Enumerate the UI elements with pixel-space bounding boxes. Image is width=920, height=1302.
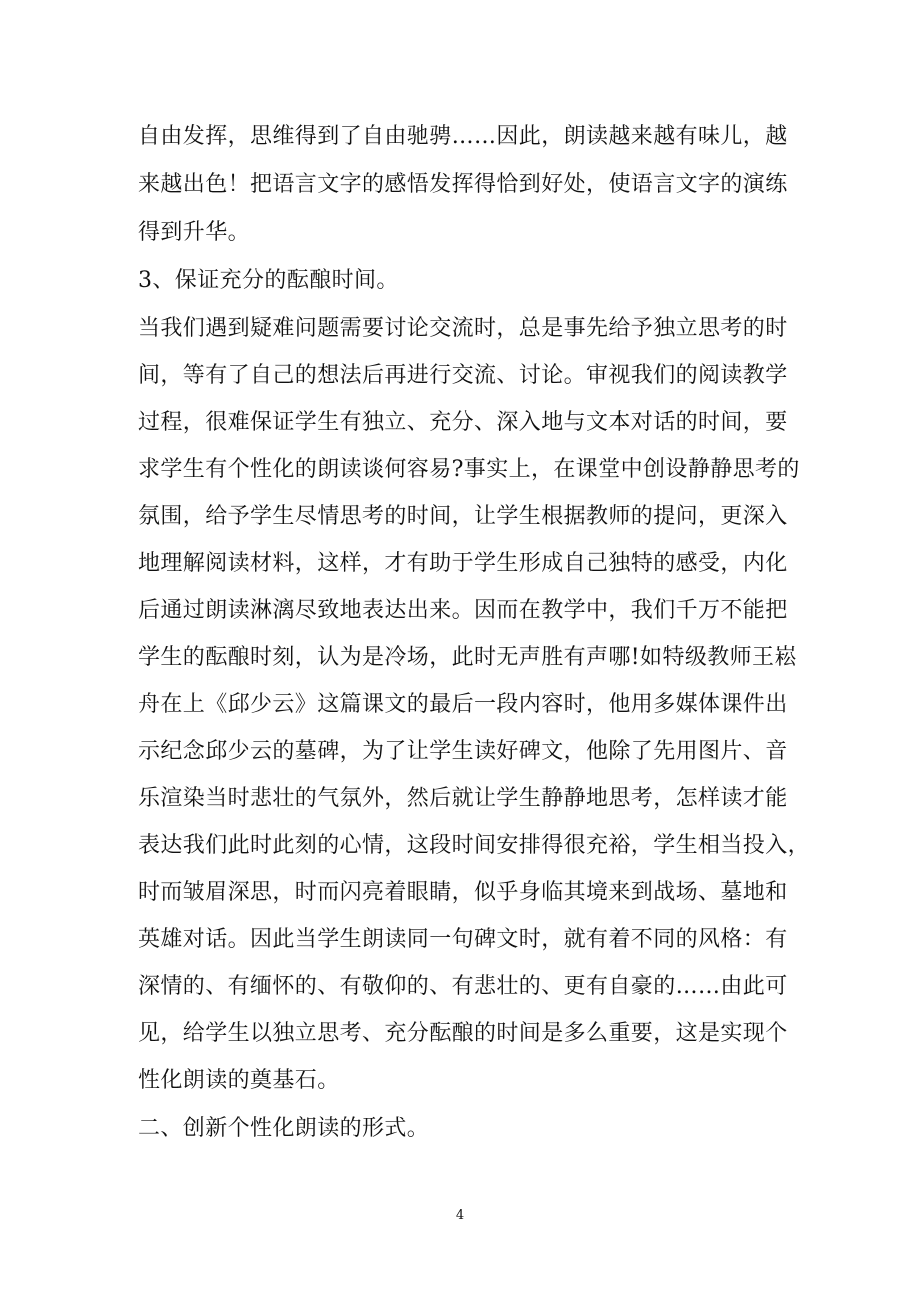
text-line: 来越出色！把语言文字的感悟发挥得恰到好处，使语言文字的演练 [138, 172, 788, 197]
text-line: 学生的酝酿时刻，认为是冷场，此时无声胜有声哪!如特级教师王崧 [138, 645, 797, 670]
text-line: 乐渲染当时悲壮的气氛外，然后就让学生静静地思考，怎样读才能 [138, 786, 788, 811]
text-line: 后通过朗读淋漓尽致地表达出来。因而在教学中，我们千万不能把 [138, 598, 788, 623]
text-line: 英雄对话。因此当学生朗读同一句碑文时，就有着不同的风格：有 [138, 927, 788, 952]
text-line: 示纪念邱少云的墓碑，为了让学生读好碑文，他除了先用图片、音 [138, 739, 788, 764]
text-line: 舟在上《邱少云》这篇课文的最后一段内容时，他用多媒体课件出 [138, 692, 788, 717]
text-line: 当我们遇到疑难问题需要讨论交流时，总是事先给予独立思考的时 [138, 316, 788, 341]
text-line: 深情的、有缅怀的、有敬仰的、有悲壮的、更有自豪的……由此可 [138, 974, 788, 999]
text-line: 自由发挥，思维得到了自由驰骋……因此，朗读越来越有味儿，越 [138, 124, 788, 149]
section-heading: 二、创新个性化朗读的形式。 [138, 1116, 430, 1141]
text-line: 得到升华。 [138, 220, 251, 245]
text-line: 地理解阅读材料，这样，才有助于学生形成自己独特的感受，内化 [138, 551, 788, 576]
text-line: 见，给学生以独立思考、充分酝酿的时间是多么重要，这是实现个 [138, 1021, 788, 1046]
page-number: 4 [455, 1208, 465, 1223]
text-line: 性化朗读的奠基石。 [138, 1068, 340, 1093]
text-line: 过程，很难保证学生有独立、充分、深入地与文本对话的时间，要 [138, 410, 788, 435]
text-line: 表达我们此时此刻的心情，这段时间安排得很充裕，学生相当投入， [138, 833, 811, 858]
section-heading: 3、保证充分的酝酿时间。 [138, 268, 399, 293]
text-line: 间，等有了自己的想法后再进行交流、讨论。审视我们的阅读教学 [138, 363, 788, 388]
text-line: 氛围，给予学生尽情思考的时间，让学生根据教师的提问，更深入 [138, 504, 788, 529]
text-line: 时而皱眉深思，时而闪亮着眼睛，似乎身临其境来到战场、墓地和 [138, 880, 788, 905]
text-line: 求学生有个性化的朗读谈何容易?事实上，在课堂中创设静静思考的 [138, 457, 800, 482]
